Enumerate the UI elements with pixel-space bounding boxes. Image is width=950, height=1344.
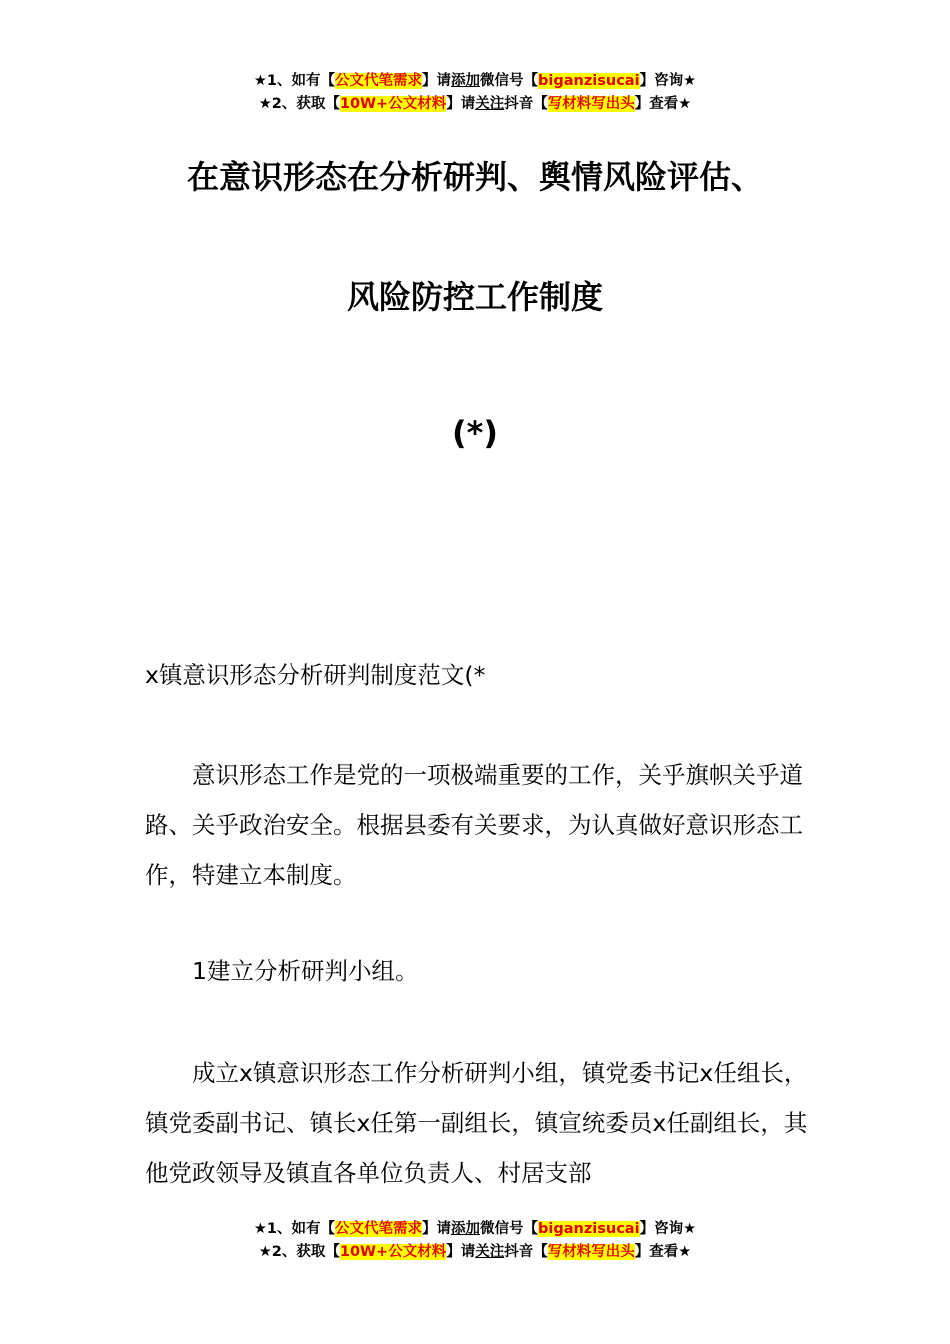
banner-text: 微信号【 (480, 73, 539, 89)
banner-text: 】请 (422, 1221, 452, 1237)
document-title-line-2: 风险防控工作制度 (346, 278, 603, 316)
banner-highlight: 10W+公文材料 (339, 1244, 447, 1260)
footer-banner (0, 1218, 950, 1264)
banner-text: ★1、如有【 (253, 73, 336, 89)
banner-text: ★2、获取【 (258, 96, 340, 112)
banner-text: 抖音【 (504, 96, 548, 112)
banner-highlight: 公文代笔需求 (335, 73, 423, 89)
banner-text: 】请 (422, 73, 452, 89)
banner-highlight: 10W+公文材料 (339, 96, 447, 112)
banner-line-2 (0, 93, 950, 116)
section-heading-1: 1建立分析研判小组。 (192, 957, 419, 985)
document-title-line-1: 在意识形态在分析研判、舆情风险评估、 (186, 158, 763, 196)
banner-text: ★1、如有【 (253, 1221, 336, 1237)
banner-underline: 关注 (475, 96, 505, 112)
paragraph-intro: 意识形态工作是党的一项极端重要的工作，关乎旗帜关乎道路、关乎政治安全。根据县委有关要求，为认真做好意识形态工作，特建立本制度。 (145, 761, 803, 889)
banner-highlight: biganzisucai (538, 73, 640, 89)
banner-highlight: 公文代笔需求 (335, 1221, 423, 1237)
banner-line-2 (0, 1241, 950, 1264)
banner-text: ★2、获取【 (258, 1244, 340, 1260)
banner-text: 抖音【 (504, 1244, 548, 1260)
banner-text: 】查看★ (634, 1244, 692, 1260)
banner-underline: 关注 (475, 1244, 505, 1260)
banner-highlight: 写材料写出头 (547, 1244, 635, 1260)
paragraph-group-setup: 成立x镇意识形态工作分析研判小组，镇党委书记x任组长，镇党委副书记、镇长x任第一副组长，镇宣统委员x任副组长，其他党政领导及镇直各单位负责人、村居支部 (145, 1059, 808, 1187)
banner-text: 】请 (446, 1244, 476, 1260)
banner-text: 】咨询★ (639, 73, 697, 89)
banner-underline: 添加 (451, 73, 481, 89)
banner-underline: 添加 (451, 1221, 481, 1237)
banner-text: 微信号【 (480, 1221, 539, 1237)
banner-text: 】请 (446, 96, 476, 112)
banner-highlight: biganzisucai (538, 1221, 640, 1237)
banner-highlight: 写材料写出头 (547, 96, 635, 112)
banner-line-1 (0, 70, 950, 93)
header-banner (0, 70, 950, 116)
document-subtitle: x镇意识形态分析研判制度范文(* (145, 661, 486, 689)
banner-text: 】咨询★ (639, 1221, 697, 1237)
document-title-line-3: (*) (452, 414, 498, 452)
banner-text: 】查看★ (634, 96, 692, 112)
banner-line-1 (0, 1218, 950, 1241)
